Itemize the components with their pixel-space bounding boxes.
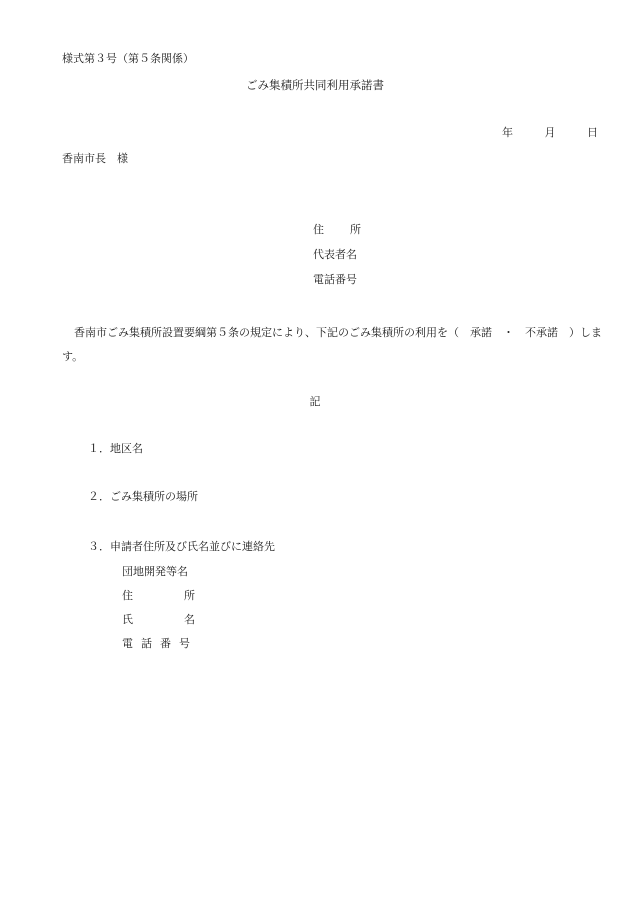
contact-address-char-a: 住	[122, 589, 133, 602]
date-year-label: 年	[502, 126, 513, 139]
item-contact: ３．申請者住所及び氏名並びに連絡先	[88, 540, 275, 553]
contact-name-char-b: 名	[184, 613, 195, 626]
item-location: ２．ごみ集積所の場所	[88, 490, 198, 503]
applicant-representative-label: 代表者名	[313, 248, 357, 261]
contact-developer-label: 団地開発等名	[122, 565, 188, 578]
contact-address-label	[122, 590, 195, 601]
contact-name-char-a: 氏	[122, 613, 133, 626]
addressee: 香南市長 様	[62, 152, 128, 165]
date-line	[502, 127, 598, 138]
form-number: 様式第３号（第５条関係）	[62, 52, 194, 65]
contact-name-label	[122, 614, 195, 625]
item-district: １．地区名	[88, 442, 143, 455]
document-title: ごみ集積所共同利用承諾書	[246, 78, 384, 92]
body-paragraph: 香南市ごみ集積所設置要綱第５条の規定により、下記のごみ集積所の利用を（ 承諾 ・ 不承諾 ）します。	[62, 326, 602, 363]
applicant-phone-label: 電話番号	[313, 273, 357, 286]
contact-phone-label: 電話番号	[122, 637, 198, 650]
applicant-address-char-b: 所	[350, 223, 361, 236]
applicant-address-label	[313, 224, 361, 235]
applicant-address-char-a: 住	[313, 223, 324, 236]
date-month-label: 月	[544, 126, 556, 139]
contact-address-char-b: 所	[184, 589, 195, 602]
ki-heading: 記	[309, 395, 321, 408]
date-day-label: 日	[587, 126, 598, 139]
